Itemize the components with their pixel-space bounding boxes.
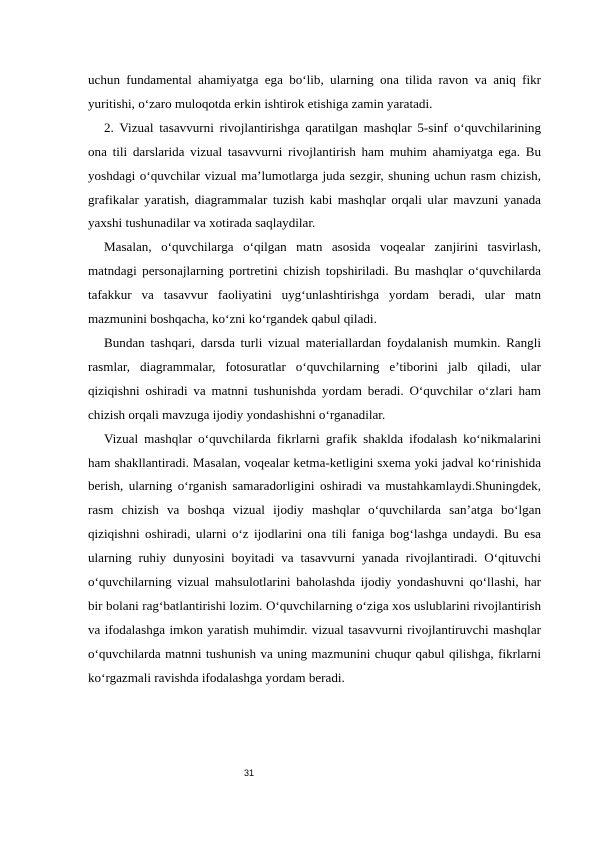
paragraph-graphic-skills: Vizual mashqlar o‘quvchilarda fikrlarni grafik shaklda ifodalash ko‘nikmalarini ham shakllantiradi. Masalan, voqealar ketma-ketligini sxema yoki jadval ko‘rinishida berish, ularning o‘rganish samaradorligini oshiradi va mustahkamlaydi.Shuningdek, rasm chizish va boshqa vizual ijodiy mashqlar o‘quvchilarda san’atga bo‘lgan qiziqishni oshiradi, ularni o‘z ijodlarini ona tili faniga bog‘lashga undaydi. Bu esa ularning ruhiy dunyosini boyitadi va tasavvurni yanada rivojlantiradi. O‘qituvchi o‘quvchilarning vizual mahsulotlarini baholashda ijodiy yondashuvni qo‘llashi, har bir bolani rag‘batlantirishi lozim. O‘quvchilarning o‘ziga xos uslublarini rivojlantirish va ifodalashga imkon yaratish muhimdir. vizual tasavvurni rivojlantiruvchi mashqlar o‘quvchilarda matnni tushunish va uning mazmunini chuqur qabul qilishga, fikrlarni ko‘rgazmali ravishda ifodalashga yordam beradi. (88, 430, 541, 685)
paragraph-visual-materials: Bundan tashqari, darsda turli vizual materiallardan foydalanish mumkin. Rangli rasmlar, diagrammalar, fotosuratlar o‘quvchilarning e’tiborini jalb qiladi, ular qiziqishni oshiradi va matnni tushunishda yordam beradi. O‘quvchilar o‘zlari ham chizish orqali mavzuga ijodiy yondashishni o‘rganadilar. (88, 334, 541, 422)
page-number: 31 (244, 768, 255, 778)
page-body (88, 68, 541, 690)
paragraph-visual-exercises: 2. Vizual tasavvurni rivojlantirishga qaratilgan mashqlar 5-sinf o‘quvchilarining ona tili darslarida vizual tasavvurni rivojlantirish ham muhim ahamiyatga ega. Bu yoshdagi o‘quvchilar vizual ma’lumotlarga juda sezgir, shuning uchun rasm chizish, grafikalar yaratish, diagrammalar tuzish kabi mashqlar orqali ular mavzuni yanada yaxshi tushunadilar va xotirada saqlaydilar. (88, 119, 541, 231)
paragraph-continuation: uchun fundamental ahamiyatga ega bo‘lib, ularning ona tilida ravon va aniq fikr yuritishi, o‘zaro muloqotda erkin ishtirok etishiga zamin yaratadi. (88, 72, 541, 111)
paragraph-example: Masalan, o‘quvchilarga o‘qilgan matn asosida voqealar zanjirini tasvirlash, matndagi personajlarning portretini chizish topshiriladi. Bu mashqlar o‘quvchilarda tafakkur va tasavvur faoliyatini uyg‘unlashtirishga yordam beradi, ular matn mazmunini boshqacha, ko‘zni ko‘rgandek qabul qiladi. (88, 239, 541, 327)
